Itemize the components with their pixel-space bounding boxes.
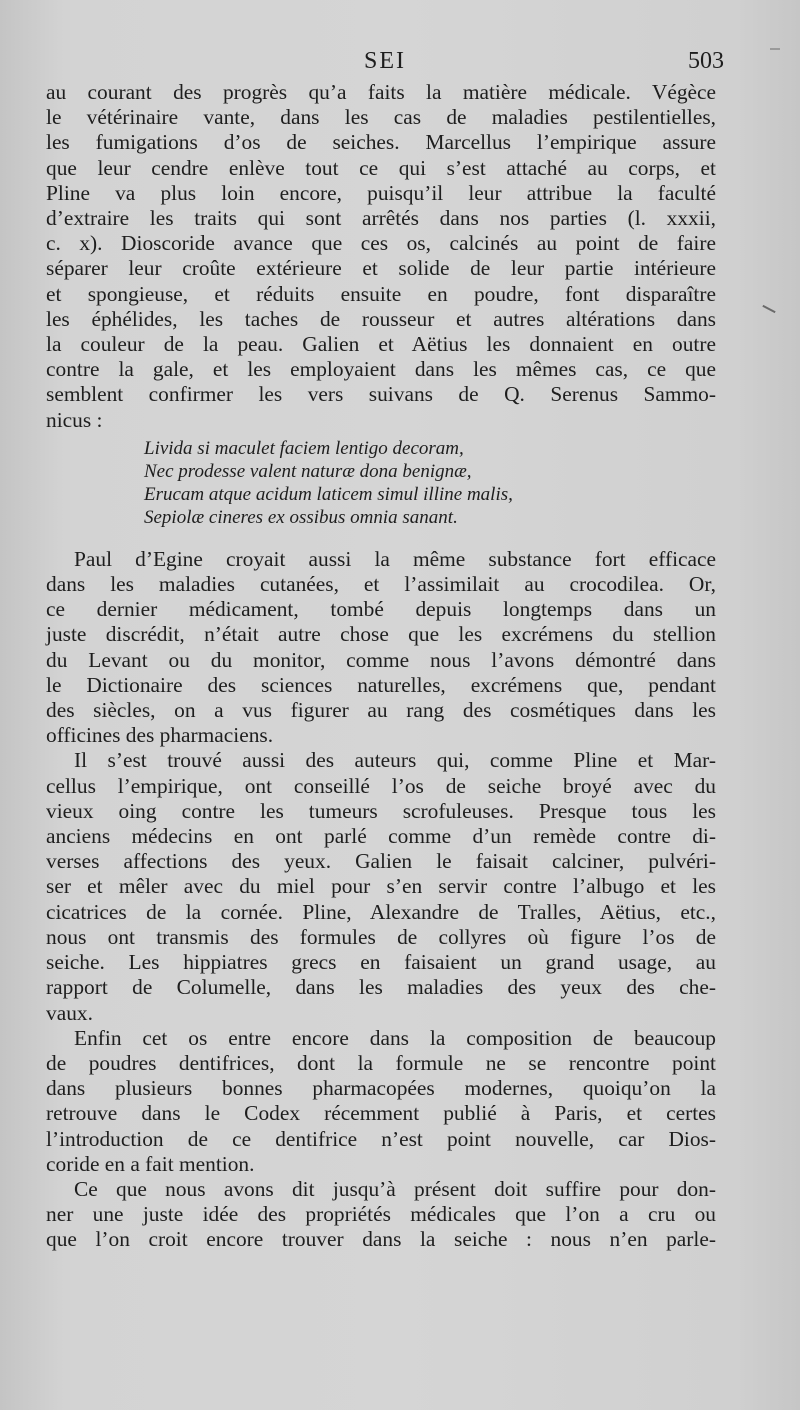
- text-line: coride en a fait mention.: [46, 1151, 255, 1176]
- text-line: l’introduction de ce dentifrice n’est point nouvelle, car Dios-: [46, 1126, 716, 1151]
- text-line: d’extraire les traits qui sont arrêtés dans nos parties (l. xxxii,: [46, 206, 716, 231]
- text-line: nicus :: [46, 407, 103, 432]
- paragraph-2: [46, 547, 716, 749]
- text-line: au courant des progrès qu’a faits la matière médicale. Végèce: [46, 80, 716, 104]
- paragraph-1: [46, 80, 716, 433]
- text-line: les fumigations d’os de seiches. Marcellus l’empirique assure: [46, 130, 716, 155]
- text-line: les éphélides, les taches de rousseur et autres altérations dans: [46, 306, 716, 331]
- text-line: dans les maladies cutanées, et l’assimilait au crocodilea. Or,: [46, 572, 716, 597]
- text-line: ser et mêler avec du miel pour s’en servir contre l’albugo et les: [46, 874, 716, 899]
- text-line: ner une juste idée des propriétés médicales que l’on a cru ou: [46, 1202, 716, 1227]
- text-line: dans plusieurs bonnes pharmacopées modernes, quoiqu’on la: [46, 1076, 716, 1101]
- page-number: 503: [688, 48, 724, 74]
- margin-mark: [770, 48, 780, 50]
- text-line: le Dictionaire des sciences naturelles, excrémens que, pendant: [46, 672, 716, 697]
- text-line: seiche. Les hippiatres grecs en faisaient un grand usage, au: [46, 950, 716, 975]
- text-line: du Levant ou du monitor, comme nous l’avons démontré dans: [46, 647, 716, 672]
- text-line: Ce que nous avons dit jusqu’à présent doit suffire pour don-: [74, 1176, 716, 1201]
- paragraph-4: [46, 1026, 716, 1177]
- text-line: retrouve dans le Codex récemment publié à Paris, et certes: [46, 1101, 716, 1126]
- text-line: officines des pharmaciens.: [46, 723, 274, 748]
- text-line: et spongieuse, et réduits ensuite en poudre, font disparaître: [46, 281, 716, 306]
- text-line: vieux oing contre les tumeurs scrofuleuses. Presque tous les: [46, 798, 716, 823]
- text-line: Enfin cet os entre encore dans la composition de beaucoup: [74, 1025, 716, 1050]
- text-line: vaux.: [46, 1000, 93, 1025]
- paragraph-5: [46, 1177, 716, 1253]
- text-line: des siècles, on a vus figurer au rang des cosmétiques dans les: [46, 698, 716, 723]
- text-line: rapport de Columelle, dans les maladies des yeux des che-: [46, 975, 716, 1000]
- verse-line: Sepiolæ cineres ex ossibus omnia sanant.: [144, 506, 458, 528]
- text-line: la couleur de la peau. Galien et Aëtius les donnaient en outre: [46, 332, 716, 357]
- text-line: anciens médecins en ont parlé comme d’un remède contre di-: [46, 824, 716, 849]
- text-line: de poudres dentifrices, dont la formule ne se rencontre point: [46, 1050, 716, 1075]
- text-line: cicatrices de la cornée. Pline, Alexandre de Tralles, Aëtius, etc.,: [46, 899, 716, 924]
- text-line: que l’on croit encore trouver dans la seiche : nous n’en parle-: [46, 1227, 716, 1252]
- running-head: [46, 48, 724, 78]
- text-line: c. x). Dioscoride avance que ces os, calcinés au point de faire: [46, 231, 716, 256]
- text-line: nous ont transmis des formules de collyres où figure l’os de: [46, 924, 716, 949]
- verse-line: Livida si maculet faciem lentigo decoram,: [144, 437, 464, 459]
- text-line: juste discrédit, n’était autre chose que les excrémens du stellion: [46, 622, 716, 647]
- paragraph-3: [46, 748, 716, 1025]
- text-line: Pline va plus loin encore, puisqu’il leur attribue la faculté: [46, 180, 716, 205]
- text-line: semblent confirmer les vers suivans de Q. Serenus Sammo-: [46, 382, 716, 407]
- body-text: [46, 80, 716, 1253]
- text-line: cellus l’empirique, ont conseillé l’os de seiche broyé avec du: [46, 773, 716, 798]
- text-line: que leur cendre enlève tout ce qui s’est attaché au corps, et: [46, 155, 716, 180]
- text-line: séparer leur croûte extérieure et solide de leur partie intérieure: [46, 256, 716, 281]
- verse-quotation: [46, 437, 716, 529]
- text-line: le vétérinaire vante, dans les cas de maladies pestilentielles,: [46, 105, 716, 130]
- text-line: contre la gale, et les employaient dans les mêmes cas, ce que: [46, 357, 716, 382]
- text-line: Il s’est trouvé aussi des auteurs qui, comme Pline et Mar-: [74, 748, 716, 773]
- text-line: Paul d’Egine croyait aussi la même substance fort efficace: [74, 546, 716, 571]
- margin-mark: [762, 305, 775, 313]
- verse-line: Nec prodesse valent naturæ dona benignæ,: [144, 460, 472, 482]
- text-line: verses affections des yeux. Galien le faisait calciner, pulvéri-: [46, 849, 716, 874]
- running-head-title: SEI: [364, 48, 406, 74]
- verse-line: Erucam atque acidum laticem simul illine malis,: [144, 483, 513, 505]
- text-line: ce dernier médicament, tombé depuis longtemps dans un: [46, 597, 716, 622]
